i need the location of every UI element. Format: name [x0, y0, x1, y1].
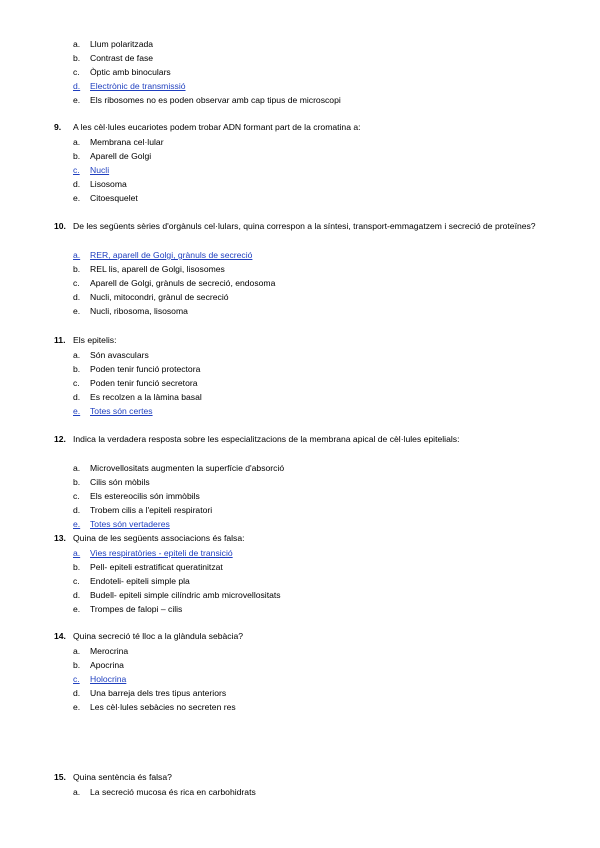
- option-text: Apocrina: [90, 660, 124, 670]
- option-label: a.: [73, 350, 81, 360]
- option-label: a.: [73, 787, 81, 797]
- option-label: a.: [73, 39, 81, 49]
- option-text: Es recolzen a la làmina basal: [90, 392, 202, 402]
- option-label: d.: [73, 590, 81, 600]
- option-label: b.: [73, 53, 81, 63]
- option-label: a.: [73, 548, 81, 558]
- option-text: Lisosoma: [90, 179, 127, 189]
- option-text: Cilis són mòbils: [90, 477, 150, 487]
- question-text: Quina sentència és falsa?: [73, 772, 172, 782]
- option-label: e.: [73, 95, 81, 105]
- question-text: Quina de les següents associacions és falsa:: [73, 533, 245, 543]
- option-text: Aparell de Golgi, grànuls de secreció, endosoma: [90, 278, 276, 288]
- option-text: REL lis, aparell de Golgi, lisosomes: [90, 264, 225, 274]
- question-text: A les cèl·lules eucariotes podem trobar ADN formant part de la cromatina a:: [73, 122, 361, 132]
- question-number: 15.: [54, 772, 66, 782]
- option-text: Budell- epiteli simple cilíndric amb microvellositats: [90, 590, 281, 600]
- option-text: La secreció mucosa és rica en carbohidrats: [90, 787, 256, 797]
- question-number: 10.: [54, 221, 66, 231]
- question-number: 13.: [54, 533, 66, 543]
- option-label: c.: [73, 576, 80, 586]
- question-text: Quina secreció té lloc a la glàndula sebàcia?: [73, 631, 244, 641]
- question-number: 14.: [54, 631, 66, 641]
- correct-answer: Holocrina: [90, 674, 127, 684]
- question-number: 9.: [54, 122, 62, 132]
- option-text: Els estereocilis són immòbils: [90, 491, 200, 501]
- question-text: Els epitelis:: [73, 335, 117, 345]
- option-label: c.: [73, 278, 80, 288]
- option-label: b.: [73, 364, 81, 374]
- option-label: c.: [73, 674, 80, 684]
- correct-answer: Electrònic de transmissió: [90, 81, 186, 91]
- question-text: De les següents sèries d'orgànuls cel·lulars, quina correspon a la síntesi, transport-emmagatzem i secreció de proteïnes?: [73, 221, 536, 231]
- question-text: Indica la verdadera resposta sobre les especialitzacions de la membrana apical de cèl·lules epitelials:: [73, 434, 460, 444]
- option-text: Nucli, ribosoma, lisosoma: [90, 306, 188, 316]
- correct-answer: Nucli: [90, 165, 110, 175]
- option-text: Contrast de fase: [90, 53, 154, 63]
- option-label: d.: [73, 81, 81, 91]
- option-label: e.: [73, 702, 81, 712]
- option-label: c.: [73, 378, 80, 388]
- option-label: b.: [73, 660, 81, 670]
- option-label: e.: [73, 306, 81, 316]
- option-text: Llum polaritzada: [90, 39, 154, 49]
- option-text: Les cèl·lules sebàcies no secreten res: [90, 702, 236, 712]
- question-number: 12.: [54, 434, 66, 444]
- option-label: e.: [73, 193, 81, 203]
- option-text: Òptic amb binoculars: [90, 67, 171, 77]
- option-label: d.: [73, 292, 81, 302]
- option-text: Aparell de Golgi: [90, 151, 152, 161]
- option-text: Endoteli- epiteli simple pla: [90, 576, 190, 586]
- option-label: d.: [73, 688, 81, 698]
- option-label: b.: [73, 151, 81, 161]
- option-label: a.: [73, 137, 81, 147]
- option-label: e.: [73, 406, 81, 416]
- option-text: Pell- epiteli estratificat queratinitzat: [90, 562, 223, 572]
- option-text: Nucli, mitocondri, grànul de secreció: [90, 292, 229, 302]
- correct-answer: Totes són certes: [90, 406, 153, 416]
- correct-answer: Vies respiratòries - epiteli de transició: [90, 548, 233, 558]
- option-text: Poden tenir funció secretora: [90, 378, 198, 388]
- option-text: Són avasculars: [90, 350, 149, 360]
- option-label: d.: [73, 392, 81, 402]
- option-text: Merocrina: [90, 646, 129, 656]
- option-label: c.: [73, 491, 80, 501]
- option-text: Trobem cilis a l'epiteli respiratori: [90, 505, 213, 515]
- question-number: 11.: [54, 335, 66, 345]
- option-label: a.: [73, 250, 81, 260]
- option-label: e.: [73, 519, 81, 529]
- option-text: Membrana cel·lular: [90, 137, 164, 147]
- option-label: c.: [73, 165, 80, 175]
- option-label: b.: [73, 264, 81, 274]
- option-text: Citoesquelet: [90, 193, 138, 203]
- option-text: Una barreja dels tres tipus anteriors: [90, 688, 227, 698]
- option-label: c.: [73, 67, 80, 77]
- option-label: b.: [73, 562, 81, 572]
- option-text: Poden tenir funció protectora: [90, 364, 201, 374]
- option-label: b.: [73, 477, 81, 487]
- correct-answer: Totes són vertaderes: [90, 519, 170, 529]
- correct-answer: RER, aparell de Golgi, grànuls de secreció: [90, 250, 253, 260]
- option-text: Trompes de falopi – cilis: [90, 604, 183, 614]
- option-text: Els ribosomes no es poden observar amb cap tipus de microscopi: [90, 95, 341, 105]
- option-label: e.: [73, 604, 81, 614]
- option-label: d.: [73, 505, 81, 515]
- option-text: Microvellositats augmenten la superfície d'absorció: [90, 463, 285, 473]
- option-label: a.: [73, 646, 81, 656]
- option-label: a.: [73, 463, 81, 473]
- option-label: d.: [73, 179, 81, 189]
